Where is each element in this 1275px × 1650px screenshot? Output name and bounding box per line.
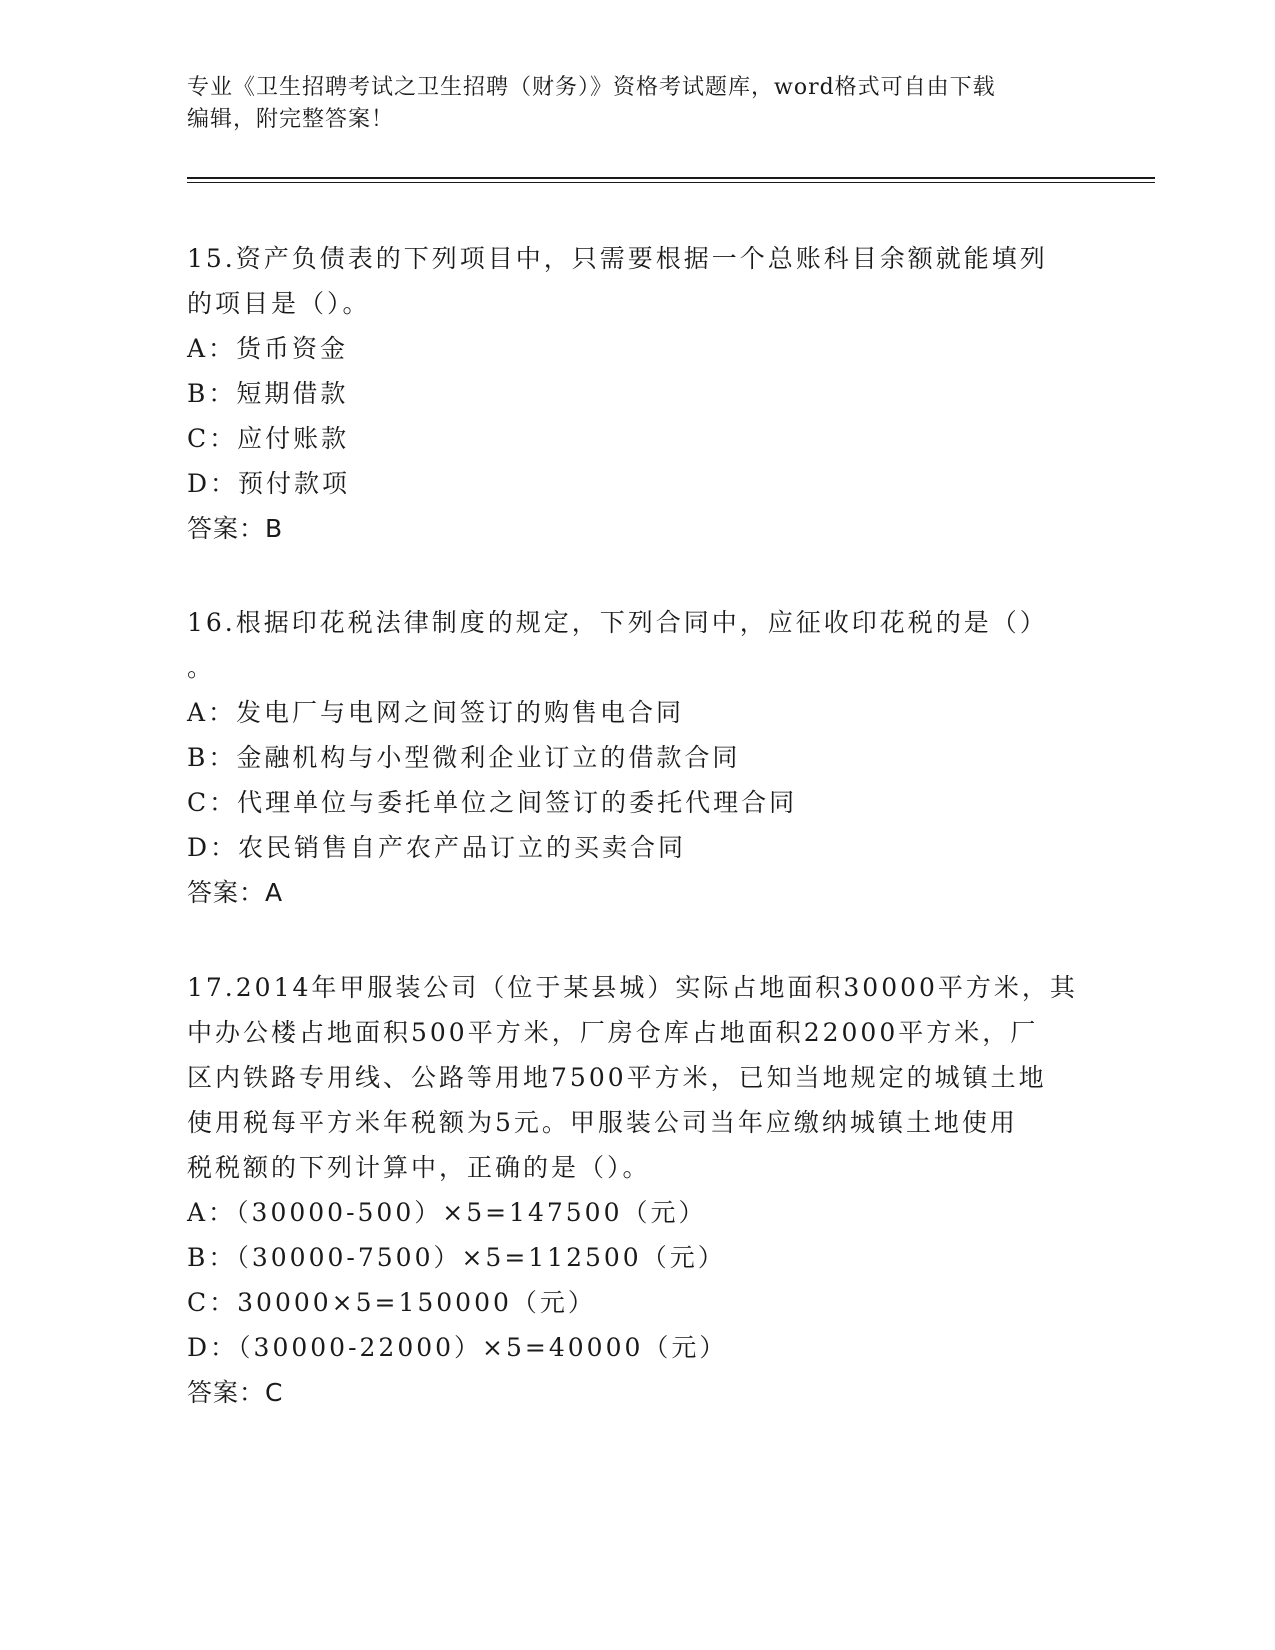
- header-divider-thick: [187, 177, 1155, 179]
- option-d: D：农民销售自产农产品订立的买卖合同: [187, 833, 687, 862]
- option-b: B：短期借款: [187, 379, 349, 408]
- question-17: [187, 965, 1087, 1415]
- option-c: C：代理单位与委托单位之间签订的委托代理合同: [187, 788, 798, 817]
- option-b: B：金融机构与小型微利企业订立的借款合同: [187, 743, 741, 772]
- header-line-2: 编辑，附完整答案！: [187, 107, 395, 132]
- answer-text: 答案：C: [187, 1378, 284, 1407]
- question-stem-line: 中办公楼占地面积500平方米，厂房仓库占地面积22000平方米，厂: [187, 1018, 1039, 1047]
- answer-text: 答案：B: [187, 514, 284, 543]
- question-stem-line: 17.2014年甲服装公司（位于某县城）实际占地面积30000平方米，其: [187, 973, 1078, 1002]
- answer-text: 答案：A: [187, 878, 284, 907]
- question-15: [187, 236, 1087, 551]
- question-stem-line: 16.根据印花税法律制度的规定，下列合同中，应征收印花税的是（）: [187, 608, 1048, 637]
- option-c: C：应付账款: [187, 424, 350, 453]
- question-16: [187, 600, 1087, 915]
- option-a: A：发电厂与电网之间签订的购售电合同: [187, 698, 685, 727]
- option-a: A：货币资金: [187, 334, 349, 363]
- document-header: [187, 72, 1087, 136]
- header-line-1: 专业《卫生招聘考试之卫生招聘（财务）》资格考试题库，word格式可自由下载: [187, 75, 996, 100]
- option-b: B：（30000-7500）×5=112500（元）: [187, 1243, 726, 1272]
- question-stem-line: 15.资产负债表的下列项目中，只需要根据一个总账科目余额就能填列: [187, 244, 1048, 273]
- question-stem-line: 使用税每平方米年税额为5元。甲服装公司当年应缴纳城镇土地使用: [187, 1108, 1018, 1137]
- header-divider-thin: [187, 182, 1155, 183]
- question-stem-line: 区内铁路专用线、公路等用地7500平方米，已知当地规定的城镇土地: [187, 1063, 1047, 1092]
- option-d: D：预付款项: [187, 469, 351, 498]
- option-c: C：30000×5=150000（元）: [187, 1288, 596, 1317]
- option-a: A：（30000-500）×5=147500（元）: [187, 1198, 707, 1227]
- question-stem-line: 税税额的下列计算中，正确的是（）。: [187, 1153, 651, 1182]
- question-stem-line: 的项目是（）。: [187, 289, 371, 318]
- option-d: D：（30000-22000）×5=40000（元）: [187, 1333, 728, 1362]
- question-stem-line: 。: [187, 653, 216, 682]
